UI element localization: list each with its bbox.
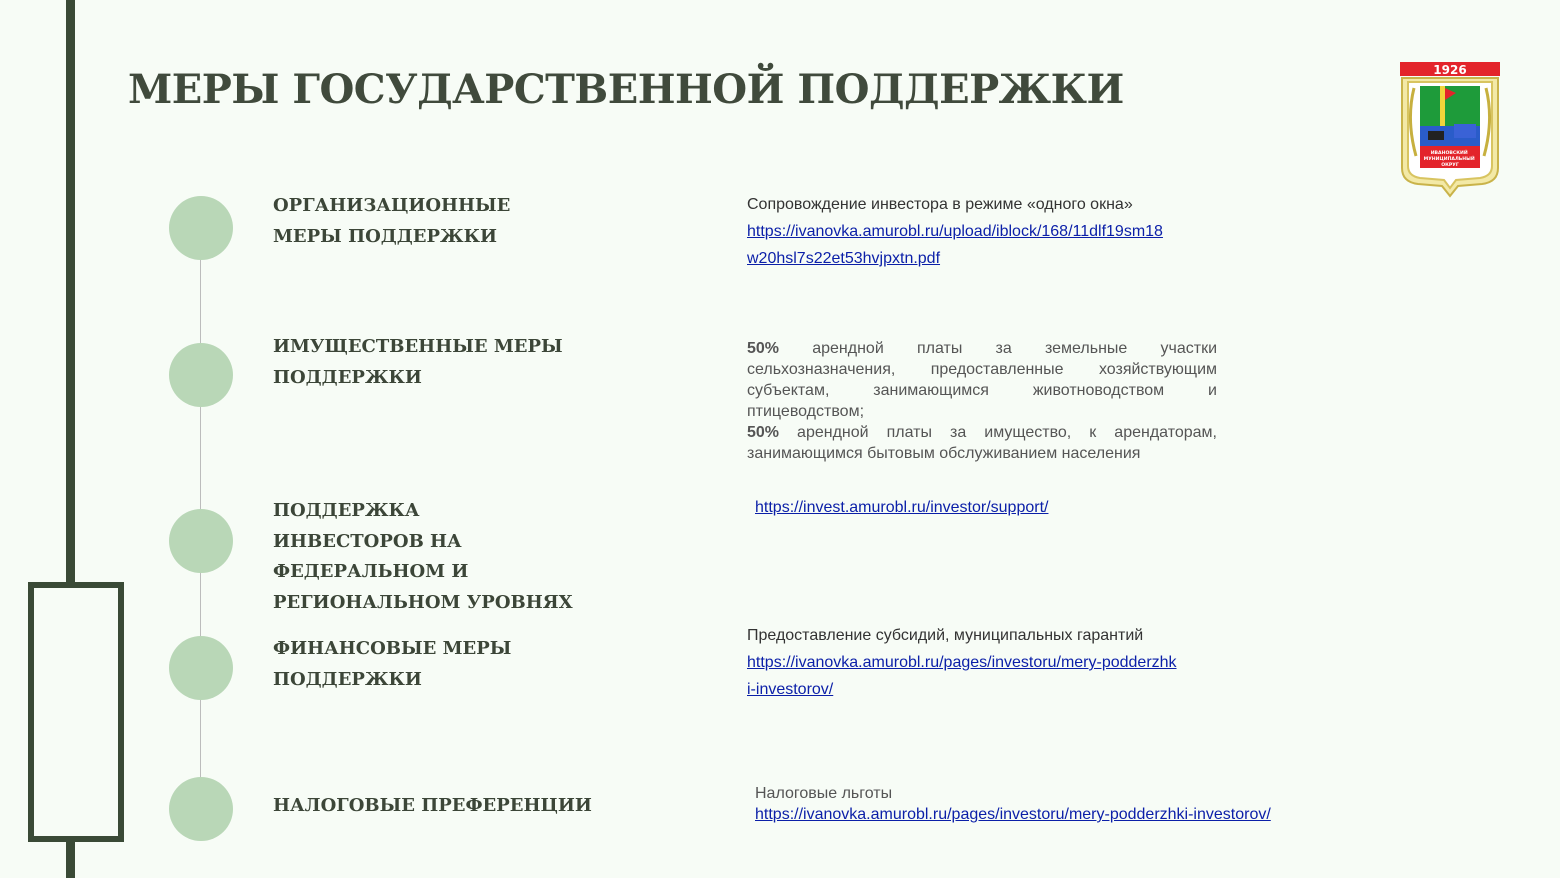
link-investor-support[interactable]: https://invest.amurobl.ru/investor/support/: [755, 499, 1049, 516]
item-label-investor-support: ПОДДЕРЖКА ИНВЕСТОРОВ НА ФЕДЕРАЛЬНОМ И РЕГИОНАЛЬНОМ УРОВНЯХ: [273, 500, 573, 613]
item-text-financial: Предоставление субсидий, муниципальных гарантий: [747, 627, 1144, 644]
property-paragraph-2: 50% арендной платы за имущество, к арендаторам, занимающимся бытовым обслуживанием населения: [747, 424, 1217, 462]
logo-caption-line2: МУНИЦИПАЛЬНЫЙ: [1423, 157, 1475, 162]
item-label-property: ИМУЩЕСТВЕННЫЕ МЕРЫ ПОДДЕРЖКИ: [273, 336, 563, 388]
item-text-organizational: Сопровождение инвестора в режиме «одного окна»: [747, 196, 1133, 213]
item-label-tax: НАЛОГОВЫЕ ПРЕФЕРЕНЦИИ: [273, 795, 592, 816]
logo-caption-line3: ОКРУГ: [1441, 163, 1459, 168]
left-decor-frame: [28, 582, 124, 842]
coat-of-arms-logo: [1398, 60, 1502, 198]
item-desc-financial: [747, 622, 1177, 703]
item-label-organizational: ОРГАНИЗАЦИОННЫЕ МЕРЫ ПОДДЕРЖКИ: [273, 195, 511, 247]
item-desc-investor-support: [755, 494, 1255, 521]
item-desc-tax: [755, 783, 1375, 825]
page-title: МЕРЫ ГОСУДАРСТВЕННОЙ ПОДДЕРЖКИ: [128, 66, 1124, 113]
timeline-dot-4: [169, 636, 233, 700]
item-text-tax: Налоговые льготы: [755, 785, 893, 802]
link-tax[interactable]: https://ivanovka.amurobl.ru/pages/investoru/mery-podderzhki-investorov/: [755, 806, 1271, 823]
item-desc-organizational: [747, 191, 1167, 272]
item-desc-property: [747, 338, 1217, 464]
timeline-dot-3: [169, 509, 233, 573]
item-label-financial: ФИНАНСОВЫЕ МЕРЫ ПОДДЕРЖКИ: [273, 638, 512, 690]
logo-caption-line1: ИВАНОВСКИЙ: [1430, 151, 1468, 156]
link-financial[interactable]: https://ivanovka.amurobl.ru/pages/investoru/mery-podderzhki-investorov/: [747, 654, 1177, 698]
timeline-dot-2: [169, 343, 233, 407]
property-paragraph-1: 50% арендной платы за земельные участки сельхозназначения, предоставленные хозяйствующим субъектам, занимающимся животноводством и птицеводством;: [747, 340, 1217, 420]
timeline-dot-1: [169, 196, 233, 260]
link-organizational-pdf[interactable]: https://ivanovka.amurobl.ru/upload/iblock/168/11dlf19sm18w20hsl7s22et53hvjpxtn.pdf: [747, 223, 1163, 267]
logo-year: 1926: [1433, 63, 1467, 77]
timeline-dot-5: [169, 777, 233, 841]
